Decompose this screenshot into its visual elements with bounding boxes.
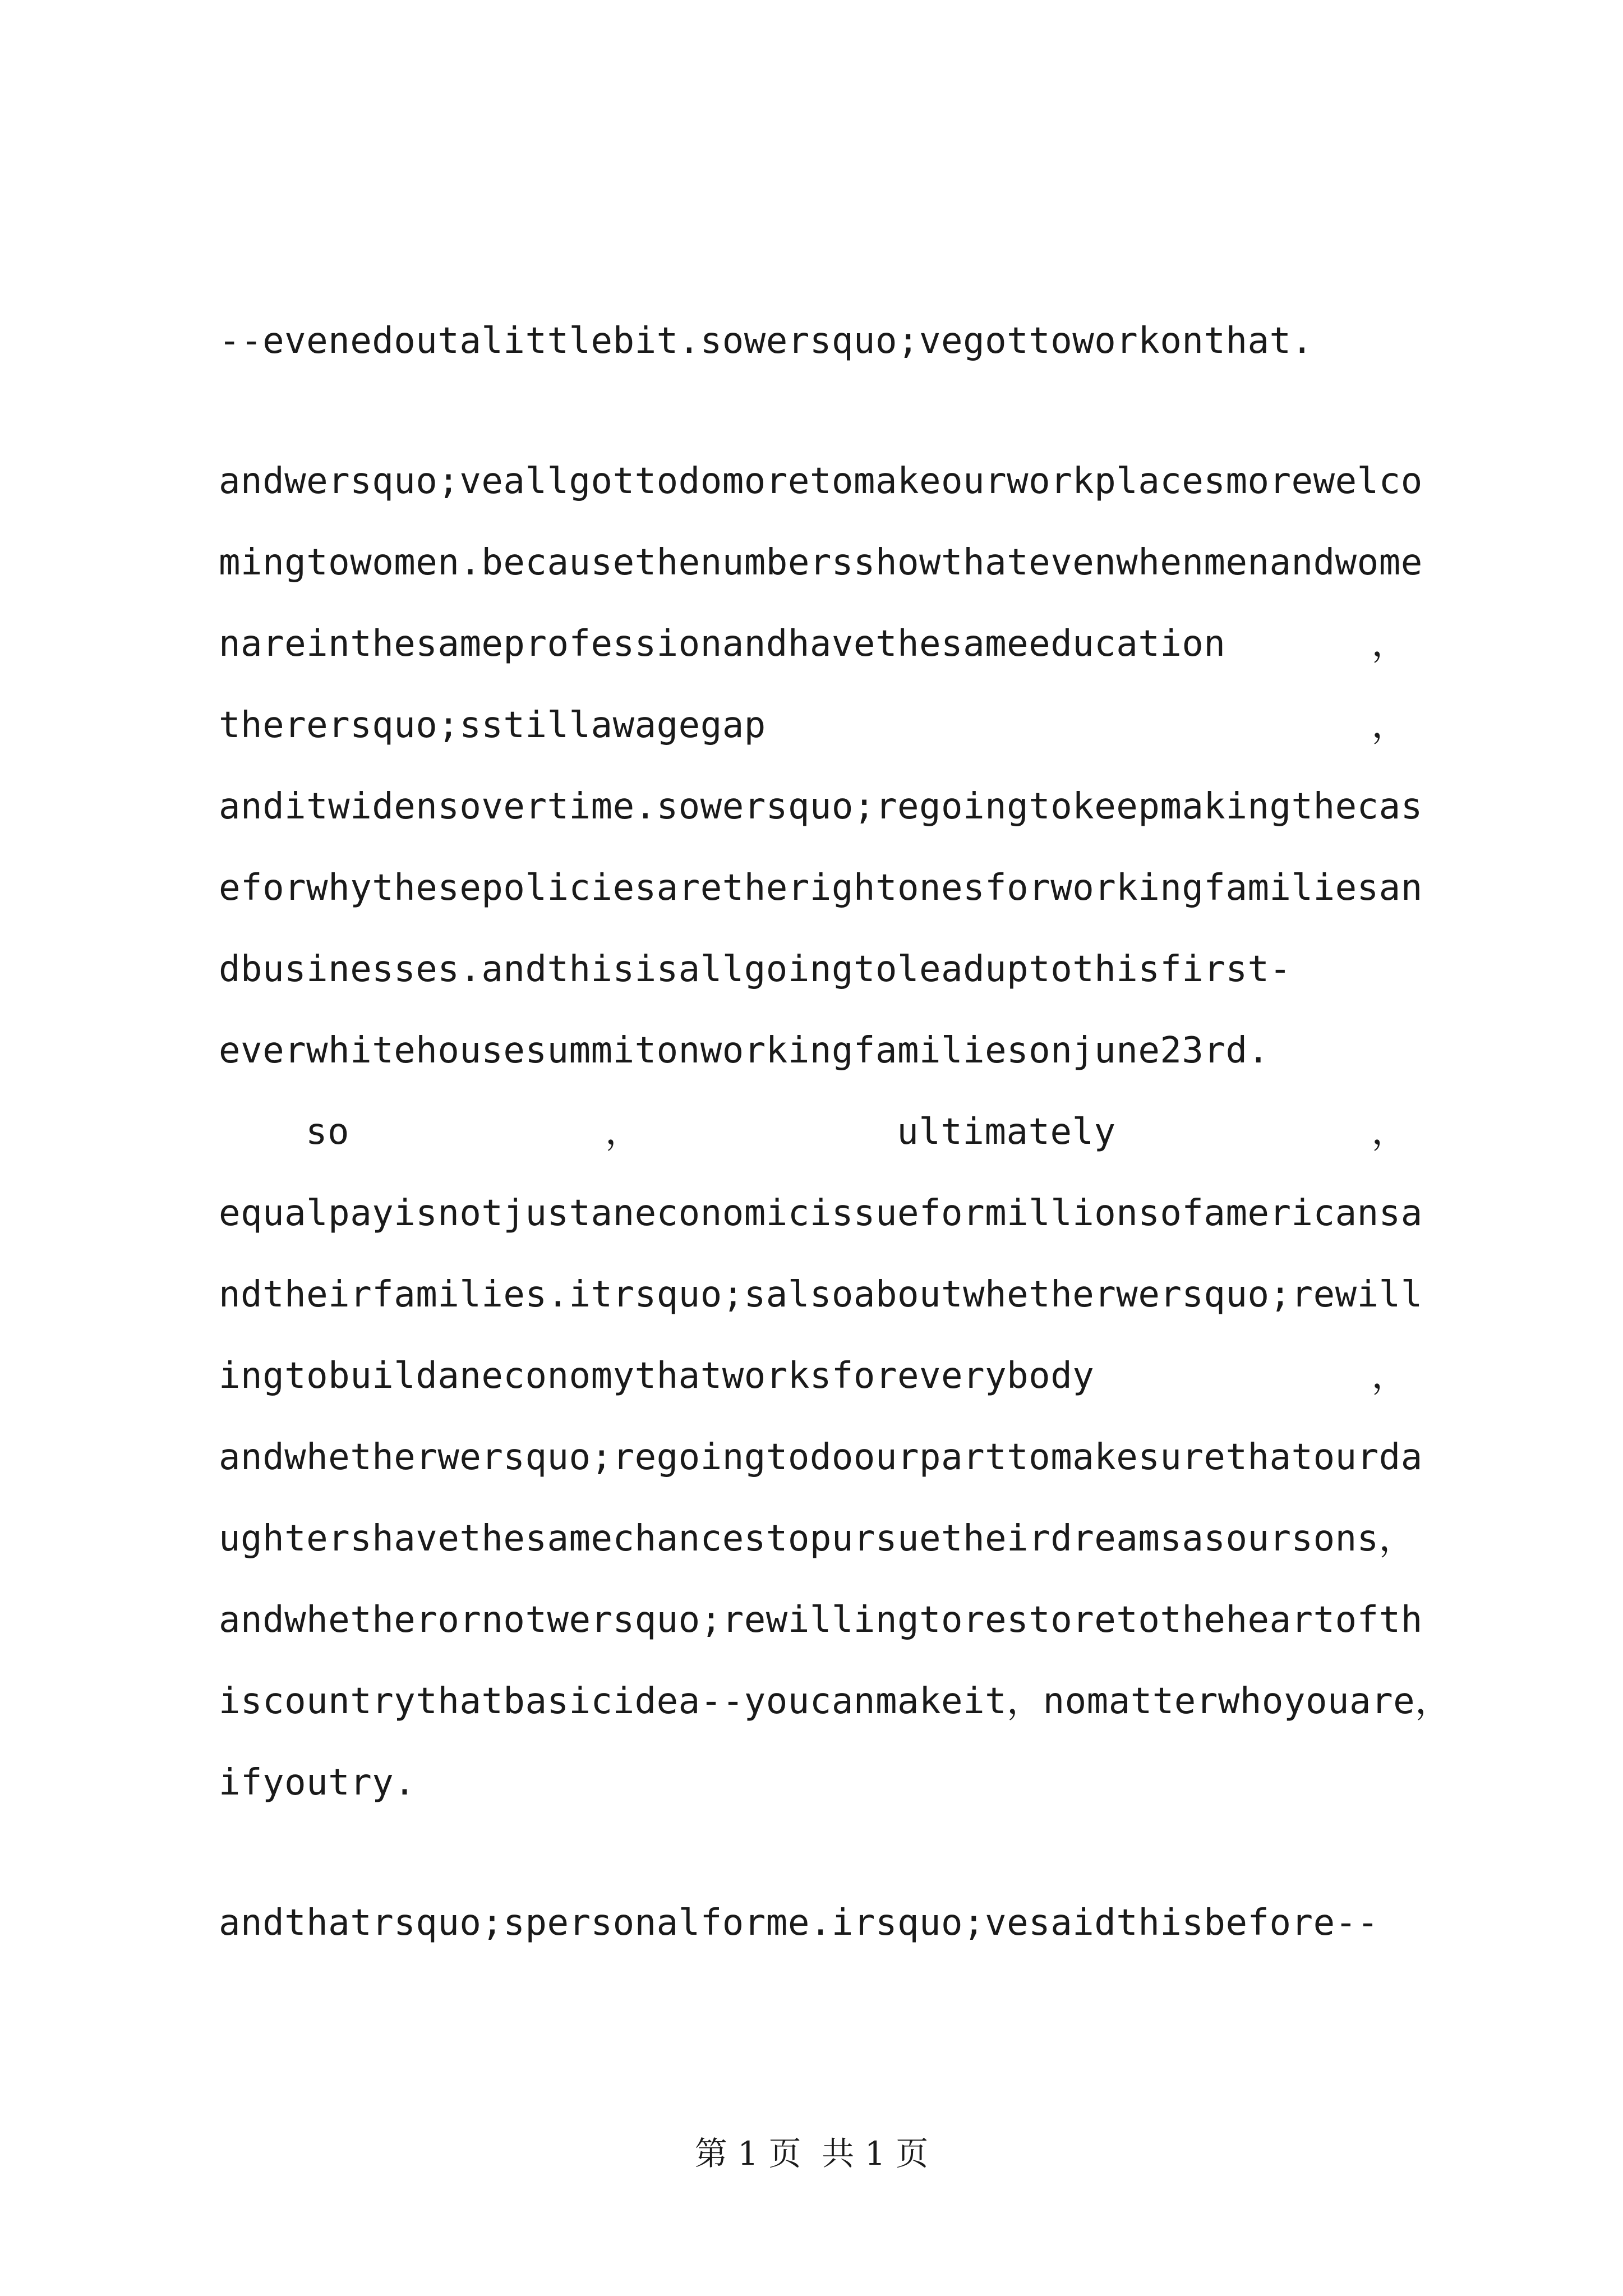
text-line (219, 622, 1408, 666)
text-line: andthatrsquo;spersonalforme.irsquo;vesaidthisbefore-- (219, 1902, 1379, 1944)
text-line: everwhitehousesummitonworkingfamiliesonjune23rd. (219, 1030, 1270, 1071)
text-line (219, 703, 1408, 748)
text-line: anditwidensovertime.sowersquo;regoingtokeepmakingthecas (219, 786, 1423, 827)
text-line (219, 1110, 1408, 1154)
text-line: ughtershavethesamechancestopursuetheirdreamsasoursons， (219, 1518, 1415, 1559)
text-line: mingtowomen.becausethenumbersshowthatevenwhenmenandwome (219, 542, 1423, 583)
comma: ， (1371, 705, 1408, 746)
text-segment: therersquo;sstillawagegap (219, 705, 766, 746)
text-line: andwhetherornotwersquo;rewillingtorestoretotheheartofth (219, 1599, 1423, 1641)
comma: ， (605, 1111, 642, 1153)
text-line: equalpayisnotjustaneconomicissueformillionsofamericansa (219, 1193, 1423, 1234)
text-line: iscountrythatbasicidea--youcanmakeit，nomatterwhoyouare， (219, 1681, 1451, 1722)
text-line (219, 1354, 1408, 1398)
text-segment: ultimately (897, 1111, 1116, 1153)
page-footer: 第 1 页 共 1 页 (694, 2134, 929, 2173)
text-segment: ingtobuildaneconomythatworksforeverybody (219, 1355, 1095, 1397)
text-line: ndtheirfamilies.itrsquo;salsoaboutwhetherwersquo;rewill (219, 1274, 1423, 1315)
comma: ， (1371, 1111, 1408, 1153)
comma: ， (1371, 1355, 1408, 1397)
text-line: andwhetherwersquo;regoingtodoourparttomakesurethatourda (219, 1437, 1423, 1478)
text-line: eforwhythesepoliciesaretherightonesforworkingfamiliesan (219, 867, 1423, 909)
text-line: --evenedoutalittlebit.sowersquo;vegottoworkonthat. (219, 320, 1313, 362)
text-line: dbusinesses.andthisisallgoingtoleaduptothisfirst- (219, 949, 1292, 990)
text-line: ifyoutry. (219, 1762, 416, 1803)
text-line: andwersquo;veallgottodomoretomakeourworkplacesmorewelco (219, 461, 1423, 502)
comma: ， (1371, 623, 1408, 665)
text-segment: nareinthesameprofessionandhavethesameeducation (219, 623, 1226, 665)
text-segment: so (306, 1111, 350, 1153)
